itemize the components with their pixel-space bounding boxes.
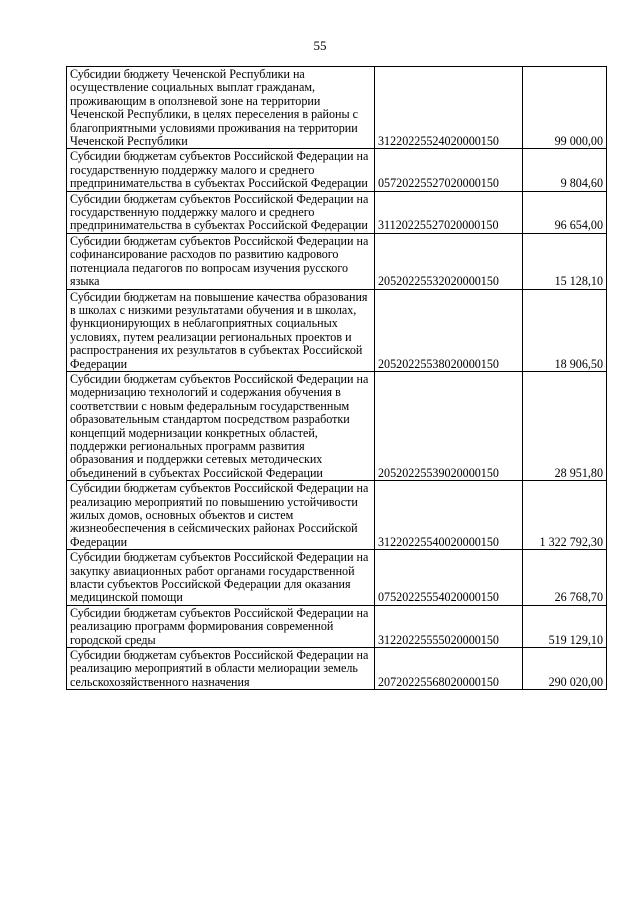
row-amount: 519 129,10	[523, 605, 607, 647]
row-description: Субсидии бюджетам субъектов Российской Федерации на модернизацию технологий и содержания обучения в соответствии с новым федеральным государственным образовательным стандартом посредством разработки концепций модернизации конкретных областей, поддержки региональных программ развития образования и поддержки сетевых методических объединений в субъектах Российской Федерации	[67, 371, 375, 480]
table-row	[67, 605, 607, 647]
table-row	[67, 233, 607, 289]
row-code: 20720225568020000150	[375, 648, 523, 690]
table-row	[67, 67, 607, 149]
row-amount: 28 951,80	[523, 371, 607, 480]
table-row	[67, 648, 607, 690]
row-amount: 15 128,10	[523, 233, 607, 289]
row-description: Субсидии бюджетам субъектов Российской Федерации на софинансирование расходов по развитию кадрового потенциала педагогов по вопросам изучения русского языка	[67, 233, 375, 289]
row-description: Субсидии бюджетам субъектов Российской Федерации на государственную поддержку малого и среднего предпринимательства в субъектах Российской Федерации	[67, 191, 375, 233]
row-code: 31120225527020000150	[375, 191, 523, 233]
row-description: Субсидии бюджетам субъектов Российской Федерации на закупку авиационных работ органами государственной власти субъектов Российской Федерации для оказания медицинской помощи	[67, 550, 375, 606]
row-description: Субсидии бюджету Чеченской Республики на осуществление социальных выплат гражданам, проживающим в оползневой зоне на территории Чеченской Республики, в целях переселения в районы с благоприятными условиями проживания на территории Чеченской Республики	[67, 67, 375, 149]
row-amount: 99 000,00	[523, 67, 607, 149]
table-row	[67, 371, 607, 480]
row-description: Субсидии бюджетам субъектов Российской Федерации на государственную поддержку малого и среднего предпринимательства в субъектах Российской Федерации	[67, 149, 375, 191]
row-amount: 18 906,50	[523, 289, 607, 371]
page-number: 55	[313, 38, 327, 53]
table-row	[67, 481, 607, 550]
row-code: 20520225532020000150	[375, 233, 523, 289]
row-code: 31220225524020000150	[375, 67, 523, 149]
row-code: 20520225539020000150	[375, 371, 523, 480]
row-description: Субсидии бюджетам на повышение качества образования в школах с низкими результатами обучения и в школах, функционирующих в неблагоприятных социальных условиях, путем реализации региональных проектов и распространения их результатов в субъектах Российской Федерации	[67, 289, 375, 371]
row-description: Субсидии бюджетам субъектов Российской Федерации на реализацию мероприятий по повышению устойчивости жилых домов, основных объектов и систем жизнеобеспечения в сейсмических районах Российской Федерации	[67, 481, 375, 550]
row-code: 07520225554020000150	[375, 550, 523, 606]
table-row	[67, 289, 607, 371]
row-amount: 9 804,60	[523, 149, 607, 191]
row-amount: 26 768,70	[523, 550, 607, 606]
row-code: 31220225555020000150	[375, 605, 523, 647]
table-row	[67, 149, 607, 191]
table-row	[67, 191, 607, 233]
row-amount: 1 322 792,30	[523, 481, 607, 550]
row-description: Субсидии бюджетам субъектов Российской Федерации на реализацию программ формирования современной городской среды	[67, 605, 375, 647]
row-amount: 290 020,00	[523, 648, 607, 690]
table-row	[67, 550, 607, 606]
row-code: 05720225527020000150	[375, 149, 523, 191]
row-amount: 96 654,00	[523, 191, 607, 233]
row-code: 31220225540020000150	[375, 481, 523, 550]
row-description: Субсидии бюджетам субъектов Российской Федерации на реализацию мероприятий в области мелиорации земель сельскохозяйственного назначения	[67, 648, 375, 690]
subsidies-table	[66, 66, 607, 690]
row-code: 20520225538020000150	[375, 289, 523, 371]
